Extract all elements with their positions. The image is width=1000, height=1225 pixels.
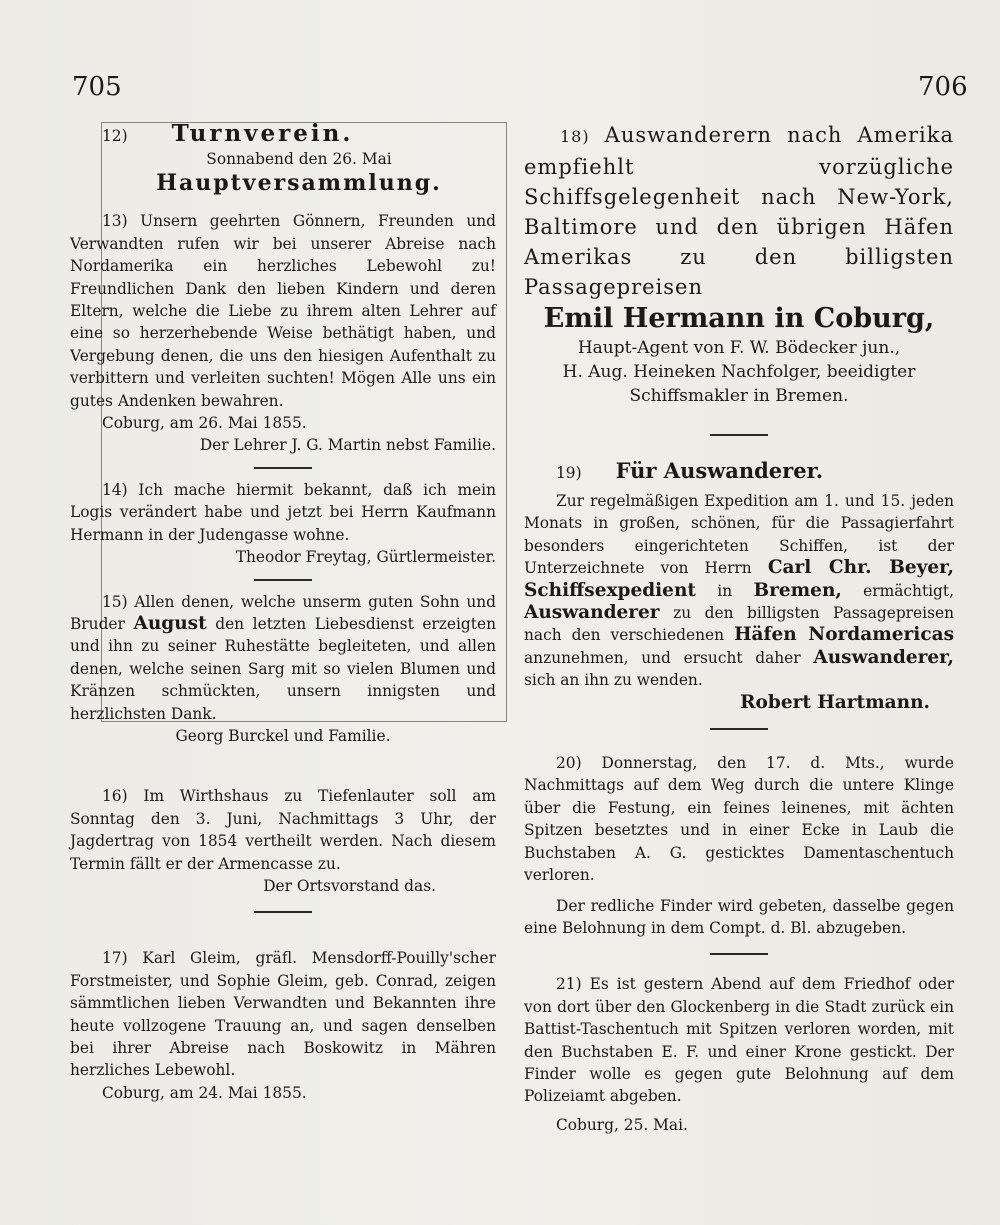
divider — [710, 953, 768, 955]
notice-19 — [524, 456, 954, 714]
notice-place-date: Coburg, am 24. Mai 1855. — [102, 1083, 307, 1102]
notice-text: sich an ihn zu wenden. — [524, 671, 703, 690]
divider — [710, 728, 768, 730]
notice-signature: Der Lehrer J. G. Martin nebst Familie. — [199, 436, 496, 455]
notice-text: Donnerstag, den 17. d. Mts., wurde Nachmittags auf dem Weg durch die untere Klinge über die Festung, ein feines leinenes, mit ächten Spitzen besetztes und in einer Ecke in Laub die Buchstaben A. G. gesticktes Damentaschentuch verloren. — [524, 754, 954, 885]
notice-text: Karl Gleim, gräfl. Mensdorff-Pouilly'scher Forstmeister, und Sophie Gleim, geb. Conrad, zeigen sämmtlichen lieben Verwandten und Bekannten ihre heute vollzogene Trauung an, und sagen denselben bei ihrer Abreise nach Boskowitz in Mähren herzliches Lebewohl. — [70, 949, 496, 1080]
notice-number: 16) — [102, 787, 128, 806]
notice-text: Zur regelmäßigen Expedition am 1. und 15. jeden Monats in großen, schönen, für die Passagierfahrt besonders eingerichteten Schiffen, ist der Unterzeichnete von Herrn — [524, 492, 954, 578]
notice-number: 20) — [556, 754, 582, 773]
notice-16 — [70, 785, 496, 875]
notice-place-date: Coburg, 25. Mai. — [556, 1115, 688, 1134]
notice-text: anzunehmen, und ersucht daher — [524, 648, 801, 667]
notice-signature: Theodor Freytag, Gürtlermeister. — [235, 548, 496, 567]
notice-15 — [70, 591, 496, 725]
notice-number: 18) — [560, 127, 590, 146]
notice-event: Hauptversammlung. — [156, 170, 442, 197]
notice-signature: Der Ortsvorstand das. — [263, 876, 436, 895]
notice-number: 14) — [102, 480, 128, 499]
notice-18 — [524, 120, 954, 408]
notice-number: 12) — [102, 127, 128, 145]
agent-detail: Haupt-Agent von F. W. Bödecker jun., — [577, 338, 901, 358]
notice-text: in — [717, 581, 733, 600]
ports-term: Häfen Nordamericas — [734, 624, 954, 646]
right-column — [524, 120, 954, 1136]
agent-name: Emil Hermann in Coburg, — [543, 303, 935, 334]
notice-text: Der redliche Finder wird gebeten, dasselbe gegen eine Belohnung in dem Compt. d. Bl. abzugeben. — [524, 896, 954, 937]
emigrants-term: Auswanderer, — [813, 646, 954, 668]
notice-number: 13) — [102, 212, 128, 231]
notice-20 — [524, 752, 954, 939]
notice-text: den letzten Liebesdienst erzeigten und ihn zu seiner Ruhestätte begleiteten, und allen denen, welche seinen Sarg mit so vielen Blumen und Kränzen schmückten, unsern innigsten und herzlichsten Dank. — [70, 614, 496, 723]
notice-14 — [70, 479, 496, 546]
firm-name: Carl Chr. Beyer, Schiffsexpedient — [524, 557, 954, 601]
notice-17 — [70, 947, 496, 1081]
divider — [254, 467, 312, 469]
notice-number: 17) — [102, 949, 128, 968]
notice-text: Es ist gestern Abend auf dem Friedhof oder von dort über den Glockenberg in die Stadt zurück ein Battist-Taschentuch mit Spitzen verloren worden, mit den Buchstaben E. F. und einer Krone gestickt. Der Finder wolle es gegen gute Belohnung auf dem Polizeiamt abgeben. — [524, 975, 954, 1106]
agent-detail: H. Aug. Heineken Nachfolger, beeidigter Schiffsmakler in Bremen. — [562, 362, 916, 406]
notice-number: 19) — [556, 464, 582, 482]
notice-signature: Robert Hartmann. — [740, 691, 930, 713]
page-number-right: 706 — [918, 72, 968, 102]
notice-number: 15) — [102, 592, 128, 611]
page-number-left: 705 — [72, 72, 122, 102]
notice-name: August — [133, 612, 207, 634]
notice-21 — [524, 973, 954, 1136]
divider — [254, 911, 312, 913]
notice-text: Allen denen, welche unserm guten Sohn und Bruder — [70, 592, 496, 633]
notice-number: 21) — [556, 975, 582, 994]
notice-12 — [70, 120, 496, 196]
notice-text: zu den billigsten Passagepreisen nach den verschiedenen — [524, 604, 954, 645]
divider — [710, 434, 768, 436]
notice-text: Ich mache hiermit bekannt, daß ich mein Logis verändert habe und jetzt bei Herrn Kaufmann Hermann in der Judengasse wohne. — [70, 480, 496, 544]
notice-signature: Georg Burckel und Familie. — [175, 726, 391, 745]
notice-13 — [70, 210, 496, 412]
notice-heading: Für Auswanderer. — [615, 458, 824, 483]
city-name: Bremen, — [753, 579, 842, 601]
notice-title: Turnverein. — [171, 120, 354, 147]
emigrants-term: Auswanderer — [524, 602, 660, 624]
notice-text: Im Wirthshaus zu Tiefenlauter soll am Sonntag den 3. Juni, Nachmittags 3 Uhr, der Jagdertrag von 1854 vertheilt werden. Nach diesem Termin fällt er der Armencasse zu. — [70, 787, 496, 873]
notice-text: Auswanderern nach Amerika empfiehlt vorzügliche Schiffsgelegenheit nach New-York, Baltimore und den übrigen Häfen Amerikas zu den billigsten Passagepreisen — [524, 123, 954, 299]
notice-date: Sonnabend den 26. Mai — [206, 150, 392, 168]
notice-place-date: Coburg, am 26. Mai 1855. — [102, 414, 307, 433]
notice-text: ermächtigt, — [863, 581, 954, 600]
notice-text: Unsern geehrten Gönnern, Freunden und Verwandten rufen wir bei unserer Abreise nach Nordamerika ein herzliches Lebewohl zu! Freundlichen Dank den lieben Kindern und deren Eltern, welche die Liebe zu ihrem alten Lehrer auf eine so herzerhebende Weise bethätigt haben, und Vergebung denen, die uns den hiesigen Aufenthalt zu verbittern und verleiten suchten! Mögen Alle uns ein gutes Andenken bewahren. — [70, 212, 496, 410]
divider — [254, 579, 312, 581]
left-column — [70, 120, 496, 1104]
